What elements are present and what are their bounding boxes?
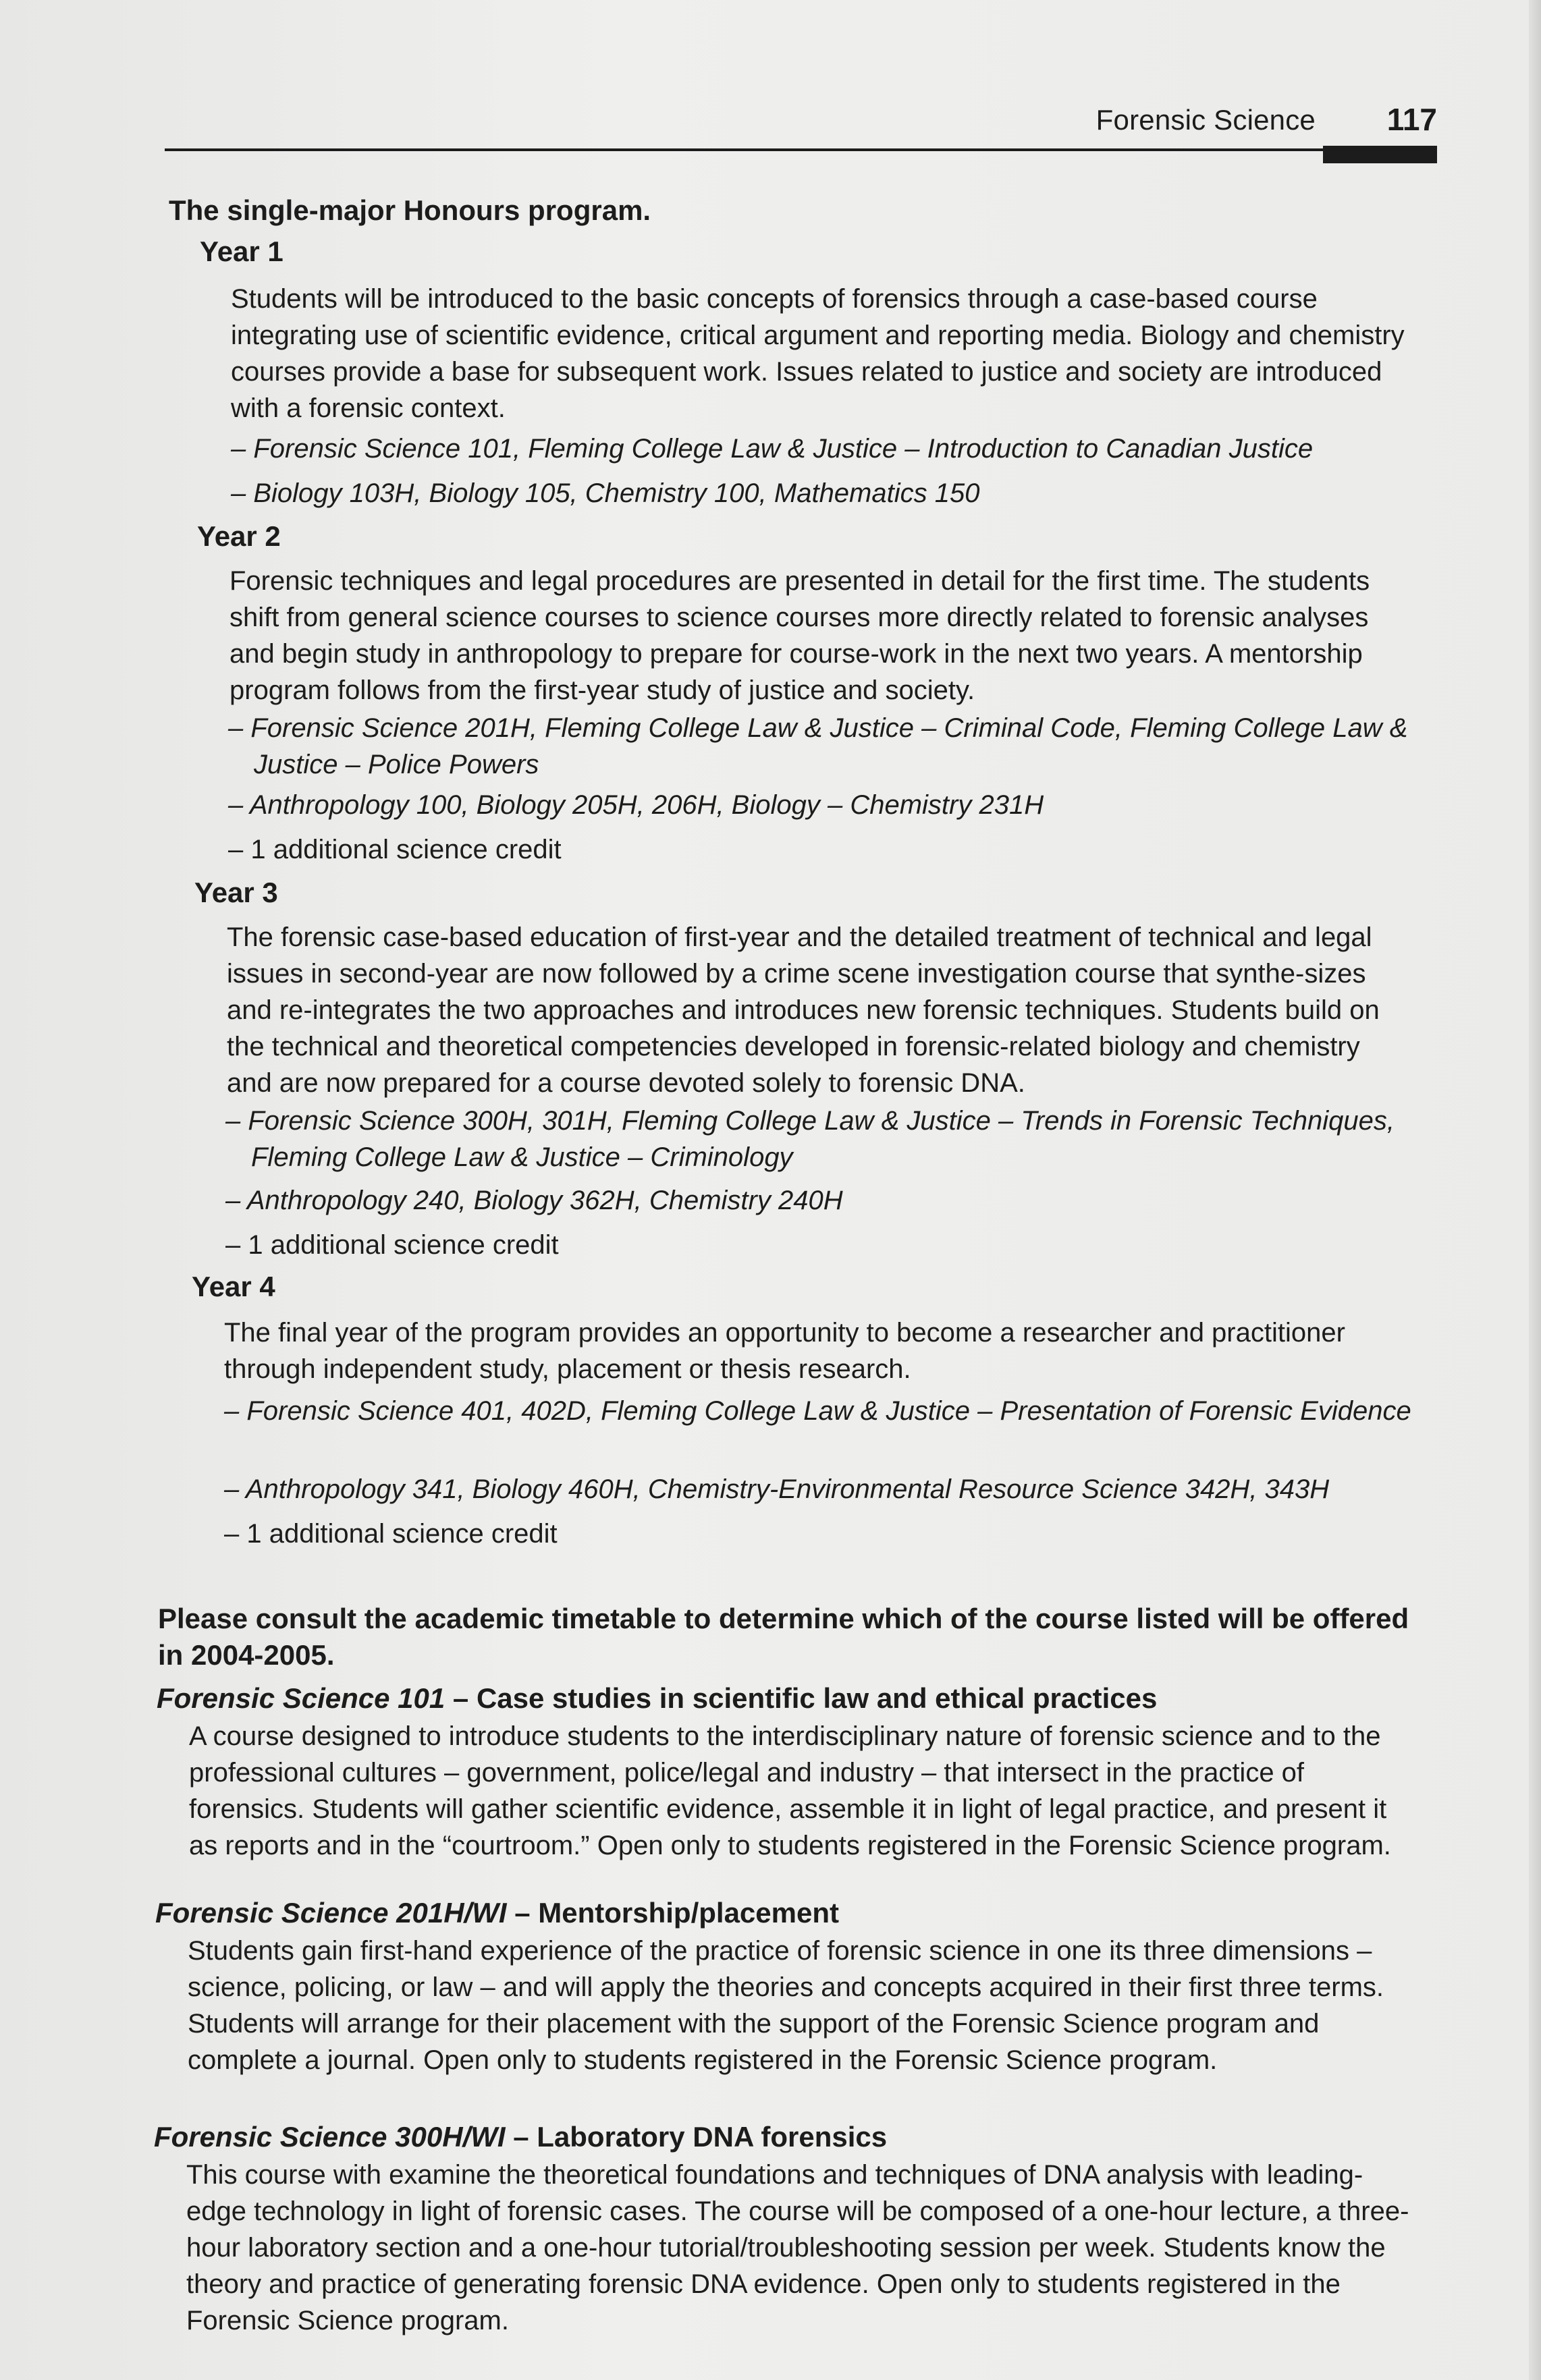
header-rule-block [1323,146,1437,163]
year-1-heading: Year 1 [200,236,283,267]
course-201-description: Students gain first-hand experience of the practice of forensic science in one its three dimensions – science, policing, or law – and will apply the theories and concepts acquired in their first three terms. Students will arrange for their placement with the support of the Forensic Science program and complete a journal. Open only to students registered in the Forensic Science program. [188,1936,1384,2075]
timetable-notice: Please consult the academic timetable to determine which of the course listed will be offered in 2004-2005. [158,1603,1409,1671]
course-300-description: This course with examine the theoretical foundations and techniques of DNA analysis with leading-edge technology in light of forensic cases. The course will be composed of a one-hour lecture, a three-hour laboratory section and a one-hour tutorial/troubleshooting session per week. Students know the theory and practice of generating forensic DNA evidence. Open only to students registered in the Forensic Science program. [186,2160,1409,2335]
year-2-item-1: – Forensic Science 201H, Fleming College Law & Justice – Criminal Code, Fleming College Law & Justice – Police Powers [228,713,1408,779]
header-rule [165,148,1437,151]
year-2-item-3: – 1 additional science credit [228,835,562,864]
running-header [165,101,1437,155]
year-3-item-1: – Forensic Science 300H, 301H, Fleming College Law & Justice – Trends in Forensic Techniques, Fleming College Law & Justice – Criminology [225,1106,1395,1172]
year-2-heading: Year 2 [197,520,281,552]
page-number: 117 [1386,102,1437,137]
header-section-title: Forensic Science [1096,104,1316,136]
year-2-description: Forensic techniques and legal procedures are presented in detail for the first time. The students shift from general science courses to science courses more directly related to forensic analyses and begin study in anthropology to prepare for course-work in the next two years. A mentorship program follows from the first-year study of justice and society. [229,566,1370,705]
page-edge-shadow [1529,0,1541,2380]
year-4-item-2: – Anthropology 341, Biology 460H, Chemistry-Environmental Resource Science 342H, 343H [224,1474,1330,1504]
year-1-description: Students will be introduced to the basic concepts of forensics through a case-based course integrating use of scientific evidence, critical argument and reporting media. Biology and chemistry courses provide a base for subsequent work. Issues related to justice and society are introduced with a forensic context. [231,284,1405,423]
year-3-description: The forensic case-based education of first-year and the detailed treatment of technical and legal issues in second-year are now followed by a crime scene investigation course that synthe-sizes and re-integrates the two approaches and introduces new forensic techniques. Students build on the technical and theoretical competencies developed in forensic-related biology and chemistry and are now prepared for a course devoted solely to forensic DNA. [227,922,1380,1098]
course-101-heading: Forensic Science 101 – Case studies in scientific law and ethical practices [157,1682,1158,1714]
program-title: The single-major Honours program. [169,194,651,226]
course-201-heading: Forensic Science 201H/WI – Mentorship/placement [155,1897,839,1929]
year-4-description: The final year of the program provides an opportunity to become a researcher and practitioner through independent study, placement or thesis research. [224,1318,1345,1384]
year-2-item-2: – Anthropology 100, Biology 205H, 206H, Biology – Chemistry 231H [228,790,1044,820]
year-1-item-2: – Biology 103H, Biology 105, Chemistry 100, Mathematics 150 [231,478,980,508]
year-3-item-2: – Anthropology 240, Biology 362H, Chemistry 240H [225,1186,843,1215]
course-300-heading: Forensic Science 300H/WI – Laboratory DNA forensics [154,2121,888,2153]
year-4-item-1: – Forensic Science 401, 402D, Fleming College Law & Justice – Presentation of Forensic Evidence [224,1396,1411,1426]
year-3-heading: Year 3 [194,877,278,908]
year-4-heading: Year 4 [192,1271,275,1302]
year-3-item-3: – 1 additional science credit [225,1230,559,1260]
year-1-item-1: – Forensic Science 101, Fleming College Law & Justice – Introduction to Canadian Justice [231,434,1314,464]
year-4-item-3: – 1 additional science credit [224,1519,558,1549]
course-101-description: A course designed to introduce students to the interdisciplinary nature of forensic science and to the professional cultures – government, police/legal and industry – that intersect in the practice of forensics. Students will gather scientific evidence, assemble it in light of legal practice, and present it as reports and in the “courtroom.” Open only to students registered in the Forensic Science program. [189,1721,1391,1860]
